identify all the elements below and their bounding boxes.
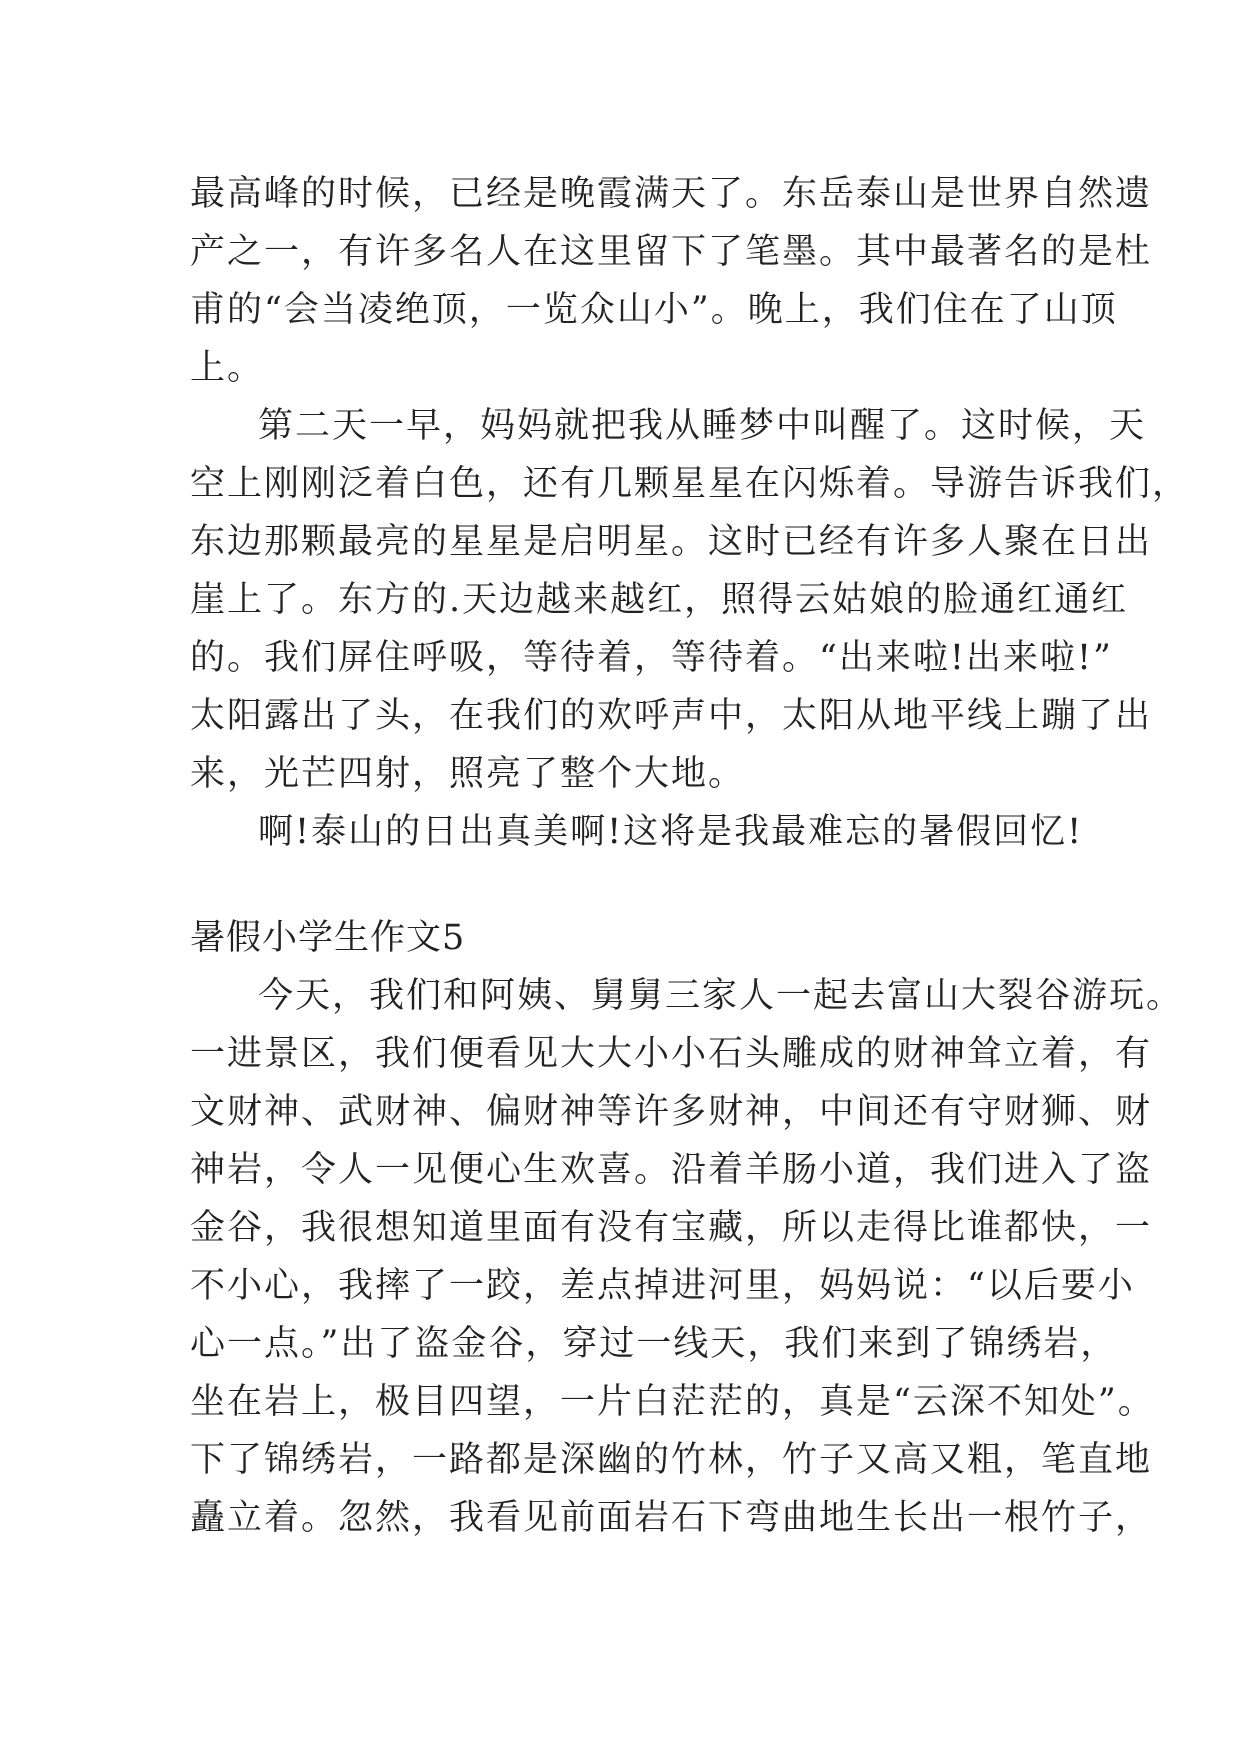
text-line: 不小心，我摔了一跤，差点掉进河里，妈妈说：“以后要小 — [190, 1266, 1135, 1306]
text-line: 一进景区，我们便看见大大小小石头雕成的财神耸立着，有 — [190, 1034, 1153, 1074]
text-line: 太阳露出了头，在我们的欢呼声中，太阳从地平线上蹦了出 — [190, 696, 1153, 736]
paragraph-first-line: 啊!泰山的日出真美啊!这将是我最难忘的暑假回忆! — [258, 812, 1084, 852]
text-line: 产之一，有许多名人在这里留下了笔墨。其中最著名的是杜 — [190, 232, 1153, 272]
text-line: 神岩，令人一见便心生欢喜。沿着羊肠小道，我们进入了盗 — [190, 1150, 1153, 1190]
text-line: 来，光芒四射，照亮了整个大地。 — [190, 754, 746, 794]
text-line: 心一点。”出了盗金谷，穿过一线天，我们来到了锦绣岩， — [190, 1324, 1118, 1364]
text-line: 坐在岩上，极目四望，一片白茫茫的，真是“云深不知处”。 — [190, 1382, 1155, 1422]
paragraph-first-line: 今天，我们和阿姨、舅舅三家人一起去富山大裂谷游玩。 — [258, 976, 1184, 1016]
text-line: 矗立着。忽然，我看见前面岩石下弯曲地生长出一根竹子， — [190, 1498, 1153, 1538]
paragraph-first-line: 第二天一早，妈妈就把我从睡梦中叫醒了。这时候，天 — [258, 406, 1147, 446]
text-line: 最高峰的时候，已经是晚霞满天了。东岳泰山是世界自然遗 — [190, 174, 1153, 214]
text-line: 上。 — [190, 348, 265, 388]
text-line: 甫的“会当凌绝顶，一览众山小”。晚上，我们住在了山顶 — [190, 290, 1118, 330]
text-line: 下了锦绣岩，一路都是深幽的竹林，竹子又高又粗，笔直地 — [190, 1440, 1153, 1480]
text-line: 崖上了。东方的.天边越来越红，照得云姑娘的脸通红通红 — [190, 580, 1129, 620]
text-line: 空上刚刚泛着白色，还有几颗星星在闪烁着。导游告诉我们， — [190, 464, 1190, 504]
text-line: 的。我们屏住呼吸，等待着，等待着。“出来啦!出来啦!” — [190, 638, 1113, 678]
text-line: 金谷，我很想知道里面有没有宝藏，所以走得比谁都快，一 — [190, 1208, 1153, 1248]
text-line: 文财神、武财神、偏财神等许多财神，中间还有守财狮、财 — [190, 1092, 1153, 1132]
section-heading: 暑假小学生作文5 — [190, 918, 466, 958]
text-line: 东边那颗最亮的星星是启明星。这时已经有许多人聚在日出 — [190, 522, 1153, 562]
